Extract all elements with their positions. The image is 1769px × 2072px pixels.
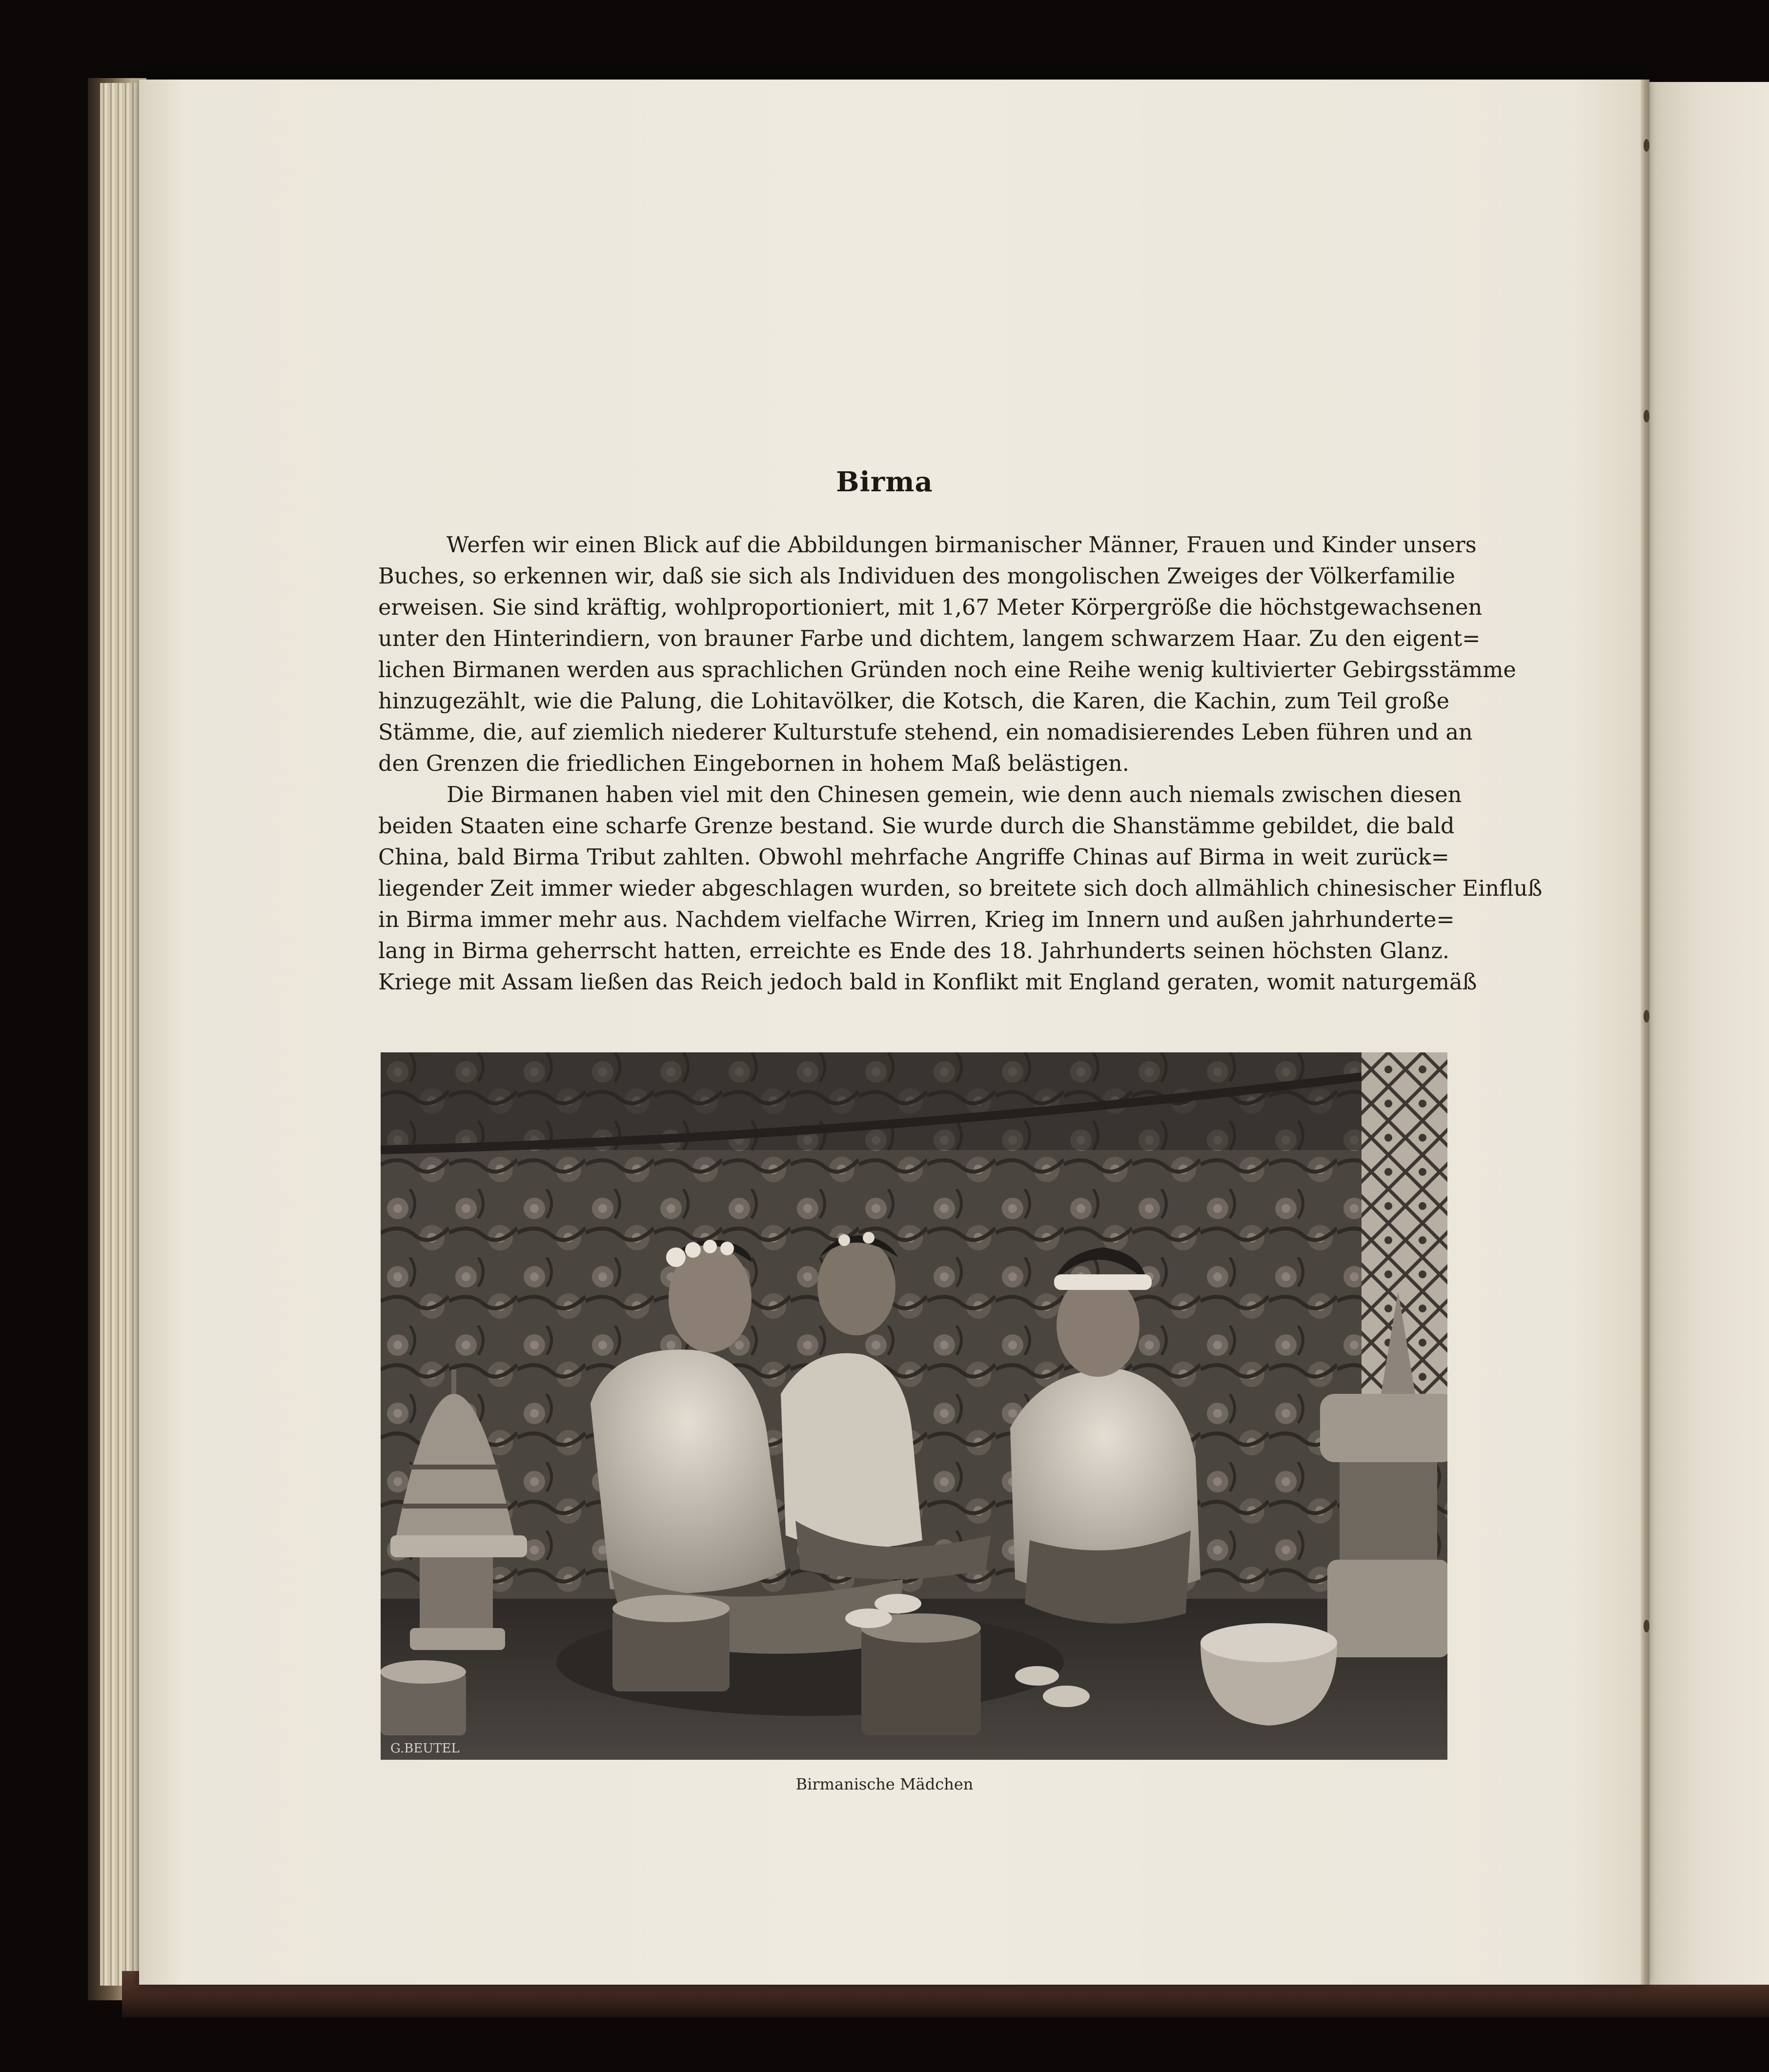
text-line: Buches, so erkennen wir, daß sie sich als Individuen des mongolischen Zweiges der Völkerfamilie bbox=[378, 563, 1456, 589]
text-line: beiden Staaten eine scharfe Grenze bestand. Sie wurde durch die Shanstämme gebildet, die bald bbox=[378, 813, 1455, 839]
paragraph-2 bbox=[378, 779, 1543, 998]
page-gutter bbox=[1641, 80, 1649, 1985]
photograph bbox=[381, 1052, 1447, 1760]
text-line: China, bald Birma Tribut zahlten. Obwohl mehrfache Angriffe Chinas auf Birma in weit zurück= bbox=[378, 845, 1449, 870]
text-line: den Grenzen die friedlichen Eingebornen in hohem Maß belästigen. bbox=[378, 751, 1129, 776]
photo-caption: Birmanische Mädchen bbox=[795, 1775, 974, 1793]
text-line: Werfen wir einen Blick auf die Abbildungen birmanischer Männer, Frauen und Kinder unsers bbox=[447, 532, 1477, 558]
text-line: Kriege mit Assam ließen das Reich jedoch bald in Konflikt mit England geraten, womit naturgemäß bbox=[378, 969, 1477, 995]
paragraph-1 bbox=[378, 529, 1516, 779]
page-title: Birma bbox=[836, 466, 933, 498]
article-body bbox=[378, 529, 1543, 998]
text-line: unter den Hinterindiern, von brauner Farbe und dichtem, langem schwarzem Haar. Zu den eigent= bbox=[378, 626, 1481, 651]
text-line: hinzugezählt, wie die Palung, die Lohitavölker, die Kotsch, die Karen, die Kachin, zum Teil große bbox=[378, 688, 1449, 714]
text-line: lichen Birmanen werden aus sprachlichen Gründen noch eine Reihe wenig kultivierter Gebirgsstämme bbox=[378, 657, 1516, 683]
text-line: in Birma immer mehr aus. Nachdem vielfache Wirren, Krieg im Innern und außen jahrhunderte= bbox=[378, 907, 1455, 932]
text-line: liegender Zeit immer wieder abgeschlagen wurden, so breitete sich doch allmählich chinesischer Einfluß bbox=[378, 876, 1543, 901]
photo-signature: G.BEUTEL bbox=[390, 1741, 460, 1756]
stitch-mark bbox=[1644, 1620, 1649, 1632]
text-line: erweisen. Sie sind kräftig, wohlproportioniert, mit 1,67 Meter Körpergröße die höchstgewachsenen bbox=[378, 595, 1483, 620]
stitch-mark bbox=[1644, 1010, 1649, 1023]
text-line: lang in Birma geherrscht hatten, erreichte es Ende des 18. Jahrhunderts seinen höchsten Glanz. bbox=[378, 938, 1449, 964]
text-line: Die Birmanen haben viel mit den Chinesen gemein, wie denn auch niemals zwischen diesen bbox=[447, 782, 1462, 807]
stitch-mark bbox=[1644, 410, 1649, 422]
stitch-mark bbox=[1644, 139, 1649, 152]
text-line: Stämme, die, auf ziemlich niederer Kulturstufe stehend, ein nomadisierendes Leben führen und an bbox=[378, 720, 1473, 745]
facing-page bbox=[1649, 82, 1769, 1985]
